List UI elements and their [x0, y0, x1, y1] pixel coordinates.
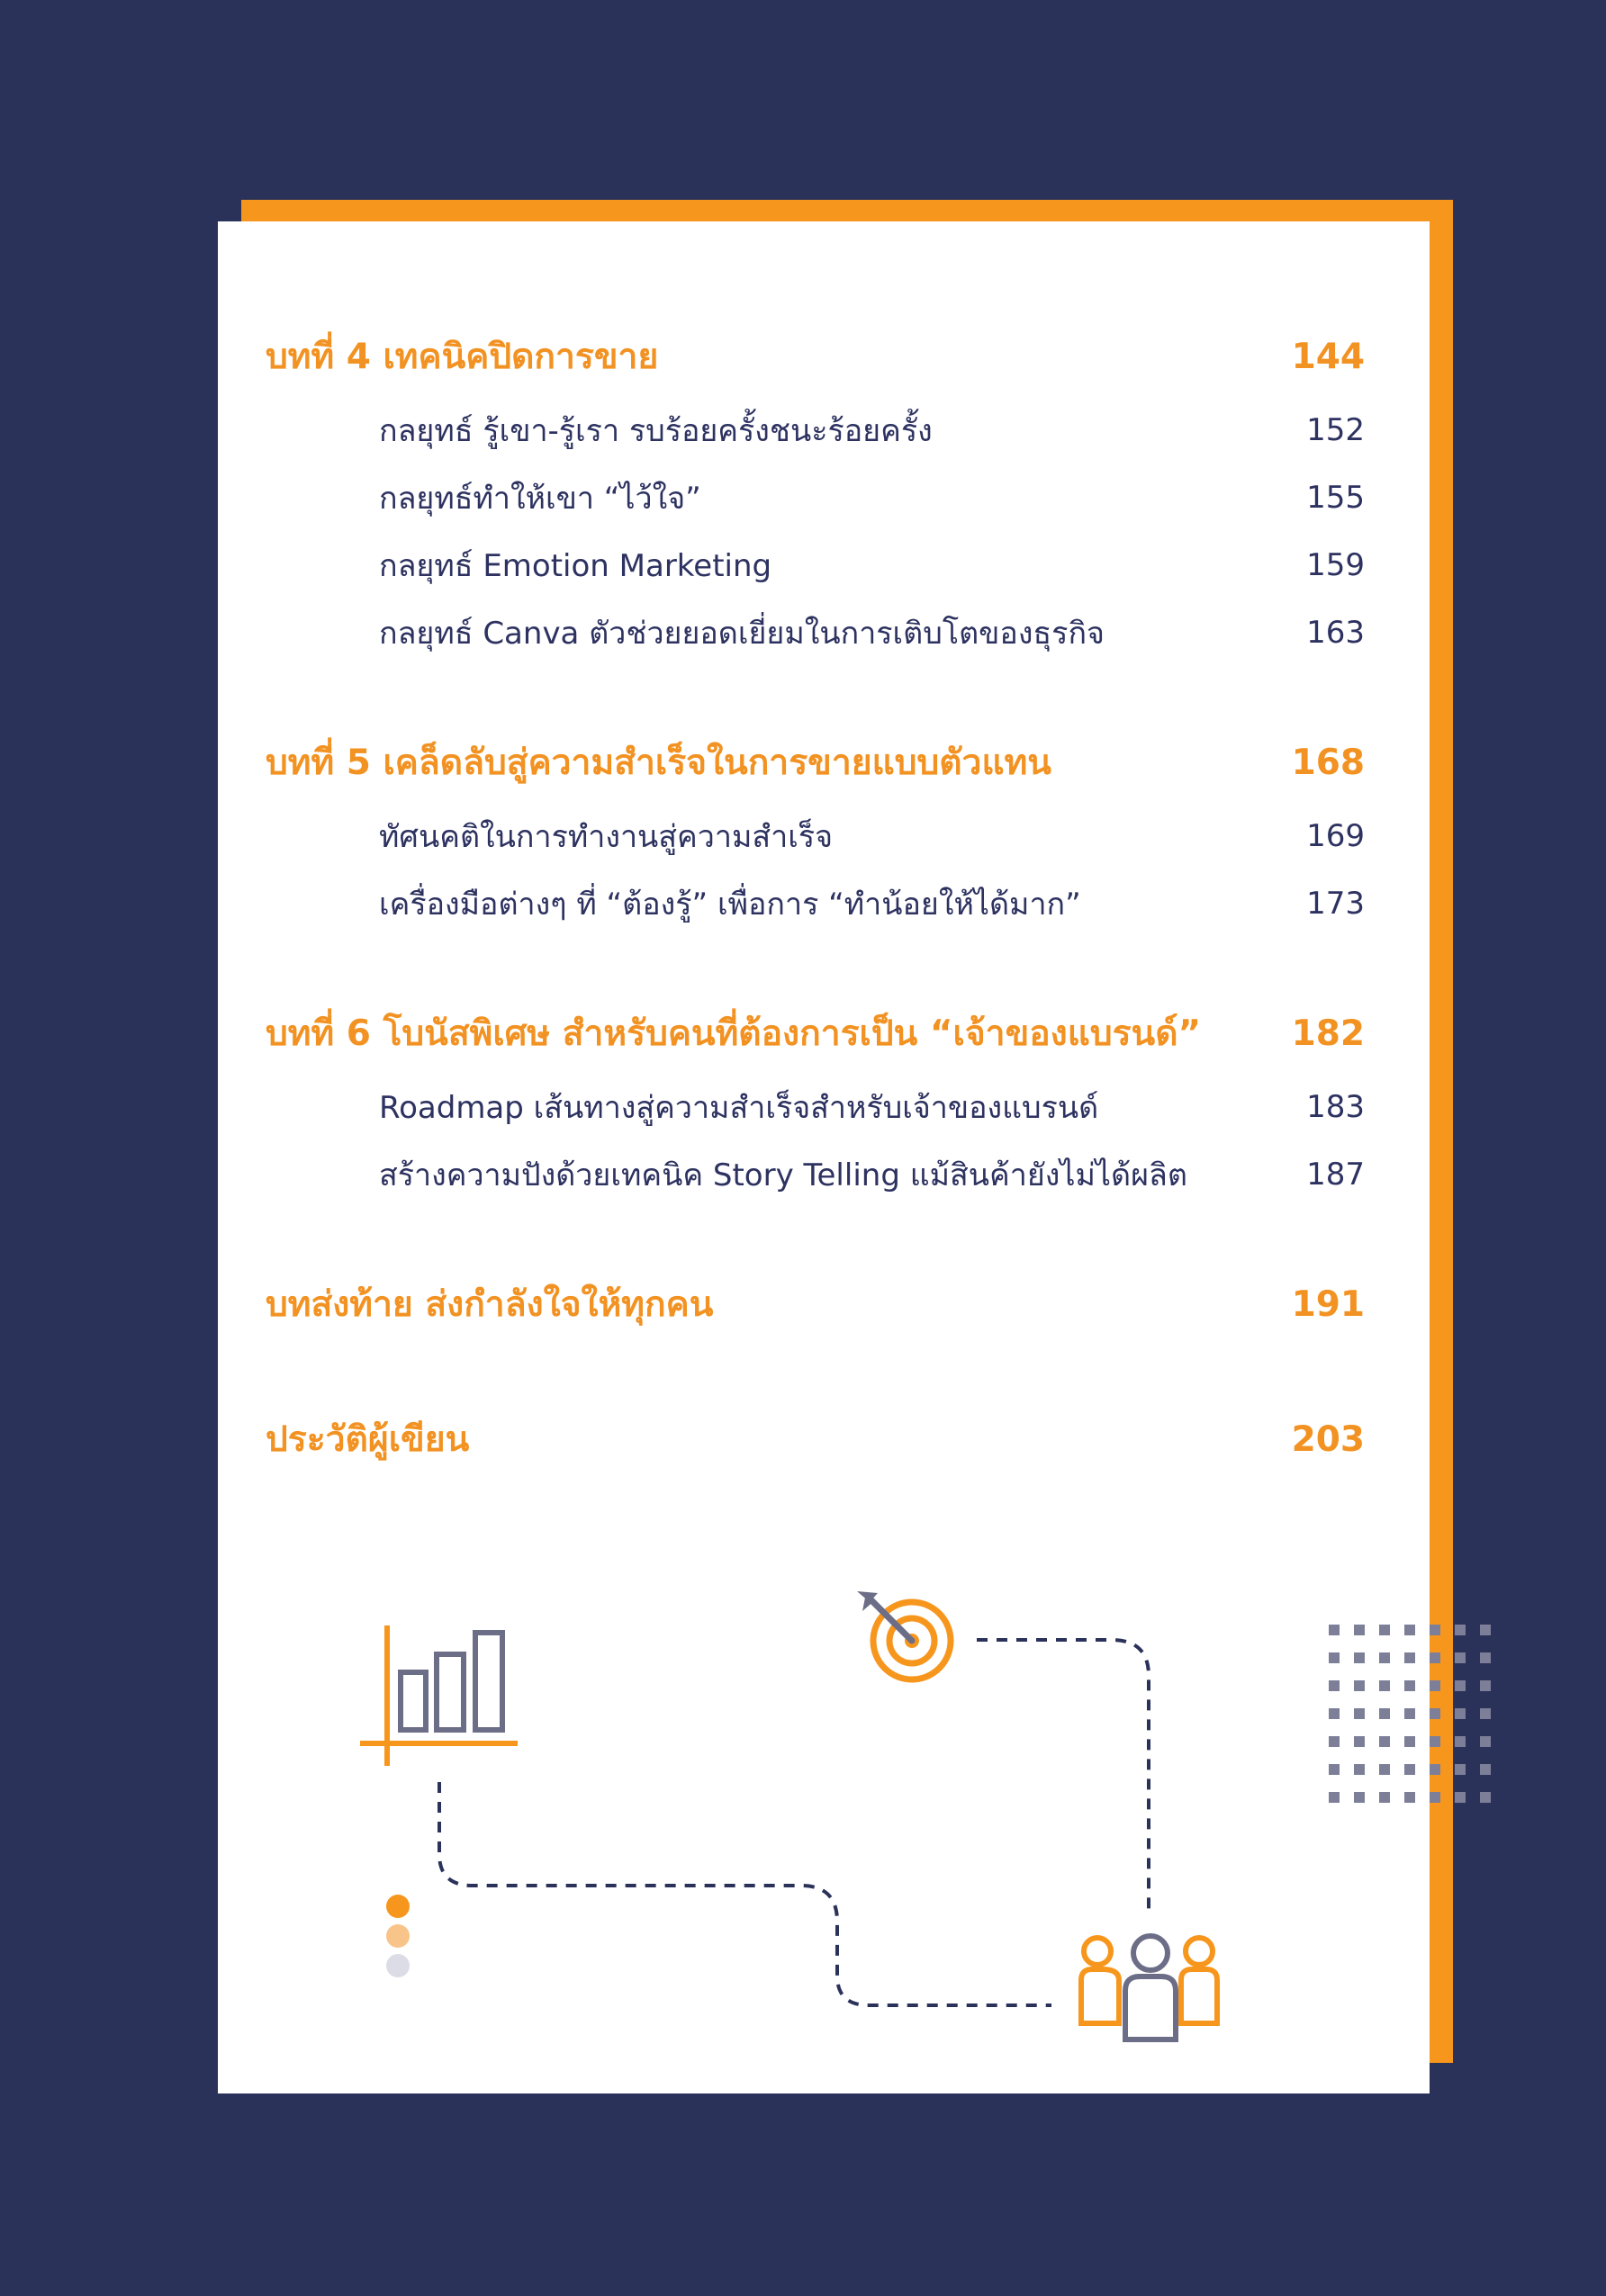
- grid-dot: [1455, 1652, 1466, 1663]
- toc-entry-page: 183: [1306, 1088, 1365, 1125]
- toc-entry-title: กลยุทธ์ Canva ตัวช่วยยอดเยี่ยมในการเติบโตของธุรกิจ: [379, 615, 1105, 652]
- toc-entry-title: เครื่องมือต่างๆ ที่ “ต้องรู้” เพื่อการ “ทำน้อยให้ได้มาก”: [379, 886, 1081, 923]
- grid-dot: [1480, 1680, 1491, 1691]
- toc-entry[interactable]: [266, 396, 1365, 464]
- grid-dot: [1480, 1652, 1491, 1663]
- toc-chapter-title: ประวัติผู้เขียน: [266, 1419, 470, 1460]
- grid-dot: [1455, 1764, 1466, 1775]
- toc-entry-page: 159: [1306, 546, 1365, 583]
- toc-entry-page: 163: [1306, 614, 1365, 651]
- toc-entry-title: ทัศนคติในการทำงานสู่ความสำเร็จ: [379, 818, 834, 855]
- toc-chapter-title: บทส่งท้าย ส่งกำลังใจให้ทุกคน: [266, 1284, 714, 1325]
- toc-chapter[interactable]: [266, 1004, 1365, 1062]
- toc-entry-page: 155: [1306, 479, 1365, 516]
- toc-entry-title: กลยุทธ์ รู้เขา-รู้เรา รบร้อยครั้งชนะร้อยครั้ง: [379, 412, 933, 449]
- grid-dot: [1455, 1680, 1466, 1691]
- grid-dot: [1455, 1708, 1466, 1719]
- grid-dot: [1480, 1708, 1491, 1719]
- toc-chapter[interactable]: [266, 1410, 1365, 1468]
- toc-chapter-page: 168: [1291, 742, 1365, 783]
- grid-dot: [1480, 1792, 1491, 1803]
- toc-entry-page: 169: [1306, 817, 1365, 854]
- toc-entry[interactable]: [266, 1073, 1365, 1140]
- toc-entry[interactable]: [266, 531, 1365, 599]
- toc-entry[interactable]: [266, 464, 1365, 531]
- toc-entry[interactable]: [266, 599, 1365, 666]
- toc-entry-page: 187: [1306, 1156, 1365, 1193]
- grid-dot: [1480, 1764, 1491, 1775]
- toc-chapter-page: 203: [1291, 1418, 1365, 1460]
- toc-entry[interactable]: [266, 802, 1365, 869]
- toc-entry[interactable]: [266, 869, 1365, 937]
- grid-dot: [1455, 1625, 1466, 1635]
- grid-dot: [1480, 1625, 1491, 1635]
- toc-entry-title: สร้างความปังด้วยเทคนิค Story Telling แม้สินค้ายังไม่ได้ผลิต: [379, 1157, 1187, 1193]
- toc-chapter-title: บทที่ 6 โบนัสพิเศษ สำหรับคนที่ต้องการเป็น “เจ้าของแบรนด์”: [266, 1013, 1202, 1054]
- toc-chapter[interactable]: [266, 328, 1365, 385]
- grid-dot: [1480, 1736, 1491, 1747]
- toc-chapter-title: บทที่ 4 เทคนิคปิดการขาย: [266, 337, 659, 377]
- grid-dot: [1455, 1736, 1466, 1747]
- toc-chapter-title: บทที่ 5 เคล็ดลับสู่ความสำเร็จในการขายแบบตัวแทน: [266, 743, 1051, 783]
- toc-entry-page: 152: [1306, 411, 1365, 448]
- toc-entry-page: 173: [1306, 885, 1365, 922]
- toc-entry[interactable]: [266, 1140, 1365, 1208]
- toc-entry-title: Roadmap เส้นทางสู่ความสำเร็จสำหรับเจ้าของแบรนด์: [379, 1089, 1099, 1126]
- toc-chapter[interactable]: [266, 734, 1365, 791]
- toc-page: [218, 221, 1430, 2093]
- toc-chapter[interactable]: [266, 1275, 1365, 1333]
- grid-dot: [1455, 1792, 1466, 1803]
- toc-entry-title: กลยุทธ์ทำให้เขา “ไว้ใจ”: [379, 480, 701, 517]
- toc-entry-title: กลยุทธ์ Emotion Marketing: [379, 547, 772, 584]
- table-of-contents: [266, 328, 1365, 1468]
- toc-chapter-page: 191: [1291, 1283, 1365, 1325]
- toc-chapter-page: 182: [1291, 1013, 1365, 1054]
- toc-chapter-page: 144: [1291, 336, 1365, 377]
